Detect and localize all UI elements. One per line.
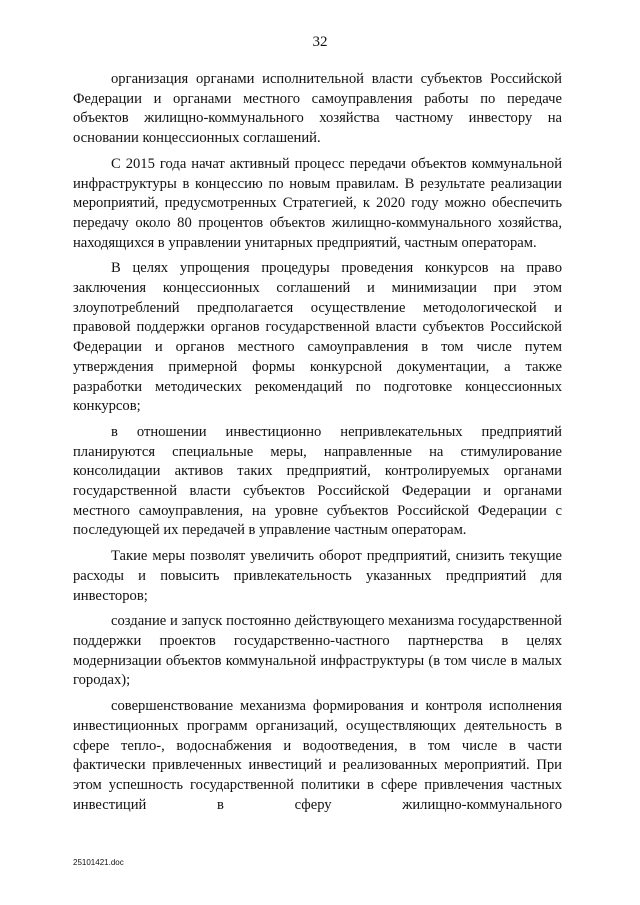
paragraph-last: совершенствование механизма формирования и контроля исполнения инвестиционных программ организаций, осуществляющих деятельность в сфере тепло-, водоснабжения и водоотведения, в том числе в части фактически привлеченных инвестиций и реализованных мероприятий. При этом успешность государственной политики в сфере привлечения частных инвестиций в сферу жилищно-коммунального <box>73 698 562 813</box>
paragraph: в отношении инвестиционно непривлекательных предприятий планируются специальные меры, направленные на стимулирование консолидации активов таких предприятий, контролируемых органами государственной власти субъектов Российской Федерации и органами местного самоуправления, на уровне субъектов Российской Федерации с последующей их передачей в управление частным операторам. <box>73 423 562 539</box>
paragraph: создание и запуск постоянно действующего механизма государственной поддержки проектов государственно-частного партнерства в целях модернизации объектов коммунальной инфраструктуры (в том числе в малых городах); <box>73 613 562 689</box>
paragraph: С 2015 года начат активный процесс передачи объектов коммунальной инфраструктуры в концессию по новым правилам. В результате реализации мероприятий, предусмотренных Стратегией, к 2020 году можно обеспечить передачу около 80 процентов объектов жилищно-коммунального хозяйства, находящихся в управлении унитарных предприятий, частным операторам. <box>73 155 562 251</box>
paragraph: организация органами исполнительной власти субъектов Российской Федерации и органами местного самоуправления работы по передаче объектов жилищно-коммунального хозяйства частному инвестору на основании концессионных соглашений. <box>73 71 562 147</box>
page-number: 32 <box>312 34 328 50</box>
paragraph: В целях упрощения процедуры проведения конкурсов на право заключения концессионных соглашений и минимизации при этом злоупотреблений предполагается осуществление методологической и правовой поддержки органов государственной власти субъектов Российской Федерации и органов местного самоуправления в том числе путем утверждения примерной формы конкурсной документации, а также разработки методических рекомендаций по подготовке концессионных конкурсов; <box>73 260 562 415</box>
paragraph: Такие меры позволят увеличить оборот предприятий, снизить текущие расходы и повысить привлекательность указанных предприятий для инвесторов; <box>73 548 562 604</box>
document-body <box>73 70 562 815</box>
footer-file-name: 25101421.doc <box>73 858 124 867</box>
